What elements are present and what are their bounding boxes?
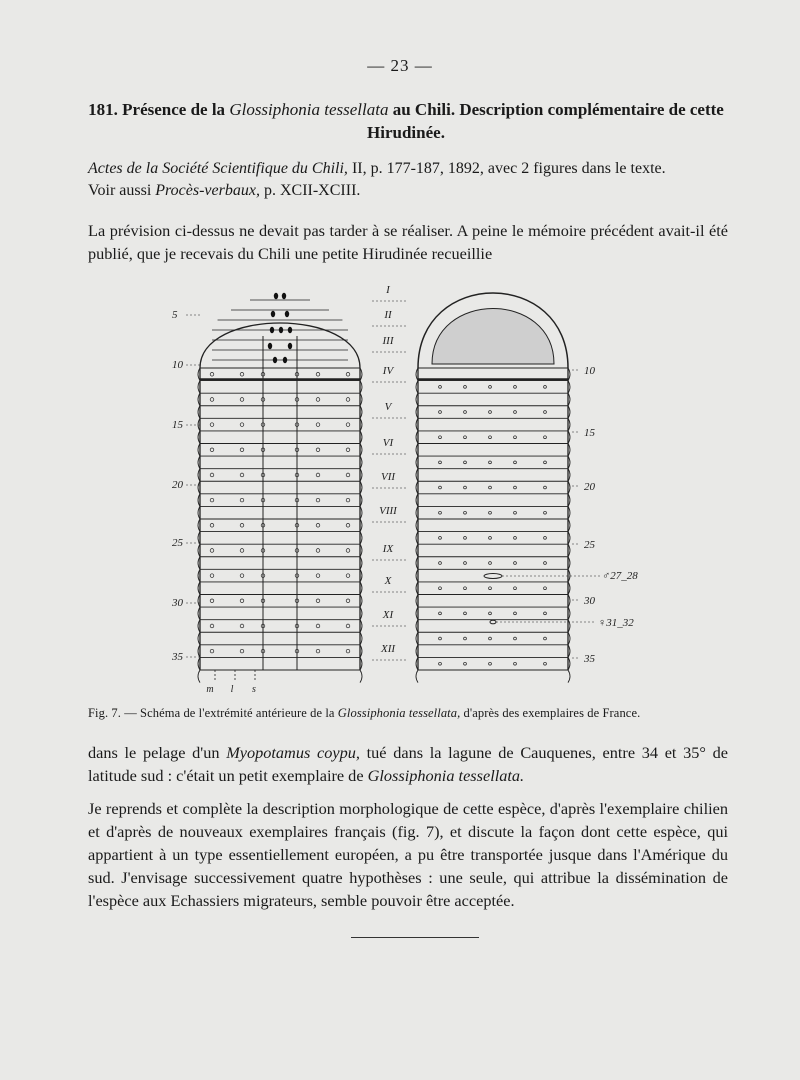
paragraph-intro: La prévision ci-dessus ne devait pas tarder à se réaliser. A peine le mémoire précédent avait-il été publié, que je recevais du Chili une petite Hirudinée recueillie — [88, 221, 728, 263]
ventral-dot — [514, 511, 517, 514]
somite-numeral: II — [384, 309, 392, 321]
sensillum-dot — [316, 423, 320, 427]
sensillum-dot — [210, 398, 214, 402]
ventral-dot — [439, 385, 442, 388]
sensillum-dot — [316, 448, 320, 452]
ventral-dot — [489, 637, 492, 640]
sensillum-dot — [316, 372, 320, 376]
ventral-dot — [514, 536, 517, 539]
sensillum-dot — [240, 523, 244, 527]
sensillum-dot — [240, 549, 244, 553]
eye-spot — [273, 357, 277, 363]
ventral-dot — [489, 536, 492, 539]
ventral-dot — [544, 612, 547, 615]
female-pore-label: ♀31_32 — [598, 617, 634, 629]
bottom-label: s — [252, 684, 256, 695]
ventral-dot — [489, 385, 492, 388]
somite-numeral: VI — [382, 437, 394, 449]
right-right-lobe — [568, 670, 570, 683]
p2-text1: dans le pelage d'un — [88, 743, 227, 762]
ventral-dot — [439, 436, 442, 439]
sensillum-dot — [346, 423, 350, 427]
ref-line2-italic: Procès-verbaux, — [155, 182, 260, 199]
eye-spot — [268, 343, 272, 349]
ventral-dot — [544, 662, 547, 665]
right-lobe — [360, 670, 362, 683]
ventral-dot — [544, 587, 547, 590]
paragraph-description: Je reprends et complète la description morphologique de cette espèce, d'après l'exemplaire chilien et d'après de nouveaux exemplaires français (fig. 7), et discute la façon dont cette espèce, qui appartient à un type essentiellement européen, a pu être transportée jusque dans l'Amérique du sud. J'envisage successivement quatre hypothèses : une seule, qui attribue la dissémination de l'espèce aux Echassiers migrateurs, semble pouvoir être acceptée. — [88, 799, 728, 910]
figure-caption — [88, 706, 738, 721]
right-annulus-number: 35 — [584, 653, 595, 665]
eye-spot — [288, 327, 292, 333]
sensillum-dot — [316, 473, 320, 477]
somite-numeral: IX — [382, 543, 394, 555]
sensillum-dot — [346, 498, 350, 502]
leech-schema-diagram — [160, 278, 660, 698]
caption-prefix: Fig. 7. — Schéma de l'extrémité antérieure de la — [88, 706, 338, 720]
sensillum-dot — [316, 549, 320, 553]
ventral-dot — [464, 385, 467, 388]
left-lobe — [198, 670, 200, 683]
ventral-dot — [544, 637, 547, 640]
p2-text2: tué dans la lagune de Cauquenes, entre 34 et 35° de latitude sud : c'était un petit exemplaire de — [88, 743, 728, 785]
sensillum-dot — [316, 624, 320, 628]
sensillum-dot — [240, 423, 244, 427]
ventral-dot — [464, 562, 467, 565]
eye-spot — [283, 357, 287, 363]
sensillum-dot — [316, 649, 320, 653]
ventral-dot — [439, 486, 442, 489]
sensillum-dot — [346, 549, 350, 553]
somite-numeral: V — [384, 401, 392, 413]
left-annulus-number: 15 — [172, 419, 183, 431]
eye-spot — [270, 327, 274, 333]
heading-species: Glossiphonia tessellata — [229, 100, 389, 119]
ventral-dot — [439, 662, 442, 665]
sensillum-dot — [210, 549, 214, 553]
ventral-dot — [464, 486, 467, 489]
sensillum-dot — [316, 498, 320, 502]
ventral-dot — [464, 587, 467, 590]
ventral-dot — [489, 461, 492, 464]
left-annulus-number: 10 — [172, 359, 183, 371]
ventral-dot — [464, 637, 467, 640]
ventral-dot — [464, 436, 467, 439]
left-annulus-number: 5 — [172, 309, 178, 321]
sensillum-dot — [210, 448, 214, 452]
right-annulus-number: 15 — [584, 427, 595, 439]
right-annulus-number: 30 — [584, 595, 595, 607]
sensillum-dot — [346, 448, 350, 452]
p2-species: Glossiphonia tessellata. — [367, 766, 525, 785]
sensillum-dot — [210, 574, 214, 578]
female-pore — [490, 620, 496, 624]
somite-numeral: VII — [380, 471, 396, 483]
ventral-dot — [489, 411, 492, 414]
ventral-dot — [489, 486, 492, 489]
sensillum-dot — [346, 574, 350, 578]
ventral-dot — [514, 461, 517, 464]
sensillum-dot — [240, 398, 244, 402]
heading-part1: 181. Présence de la — [88, 100, 230, 119]
eye-spot — [288, 343, 292, 349]
left-annulus-number: 25 — [172, 537, 183, 549]
ventral-dot — [514, 385, 517, 388]
right-annulus-number: 20 — [584, 481, 595, 493]
sensillum-dot — [346, 624, 350, 628]
ventral-dot — [439, 536, 442, 539]
somite-numeral: III — [382, 335, 394, 347]
sensillum-dot — [240, 448, 244, 452]
eye-spot — [282, 293, 286, 299]
ventral-dot — [464, 461, 467, 464]
ventral-dot — [464, 411, 467, 414]
sensillum-dot — [210, 649, 214, 653]
somite-numeral: IV — [382, 365, 394, 377]
ventral-dot — [439, 562, 442, 565]
eye-spot — [279, 327, 283, 333]
right-annulus-number: 25 — [584, 539, 595, 551]
ventral-dot — [489, 436, 492, 439]
sensillum-dot — [346, 372, 350, 376]
sensillum-dot — [316, 398, 320, 402]
ventral-dot — [544, 411, 547, 414]
left-annulus-number: 30 — [172, 597, 183, 609]
ventral-dot — [439, 612, 442, 615]
somite-numeral: XII — [380, 643, 396, 655]
caption-suffix: d'après des exemplaires de France. — [460, 706, 641, 720]
right-annulus-number: 10 — [584, 365, 595, 377]
ventral-dot — [464, 511, 467, 514]
heading-part2: au Chili. Description complémentaire de cette Hirudinée. — [367, 100, 724, 142]
sensillum-dot — [240, 649, 244, 653]
ventral-dot — [544, 511, 547, 514]
eye-spot — [285, 311, 289, 317]
ref-line2-prefix: Voir aussi — [88, 182, 156, 199]
caption-species: Glossiphonia tessellata, — [337, 706, 461, 720]
paragraph-specimen — [88, 741, 728, 787]
ventral-dot — [439, 411, 442, 414]
ventral-dot — [544, 385, 547, 388]
sensillum-dot — [316, 523, 320, 527]
ventral-dot — [514, 637, 517, 640]
somite-numeral: XI — [382, 609, 394, 621]
ventral-dot — [544, 486, 547, 489]
ventral-dot — [489, 662, 492, 665]
sensillum-dot — [210, 523, 214, 527]
sensillum-dot — [240, 599, 244, 603]
ventral-dot — [439, 461, 442, 464]
bottom-label: l — [230, 684, 234, 695]
ventral-dot — [544, 536, 547, 539]
male-pore — [484, 574, 502, 579]
bibliographic-reference — [88, 158, 728, 202]
eye-spot — [271, 311, 275, 317]
ventral-dot — [514, 562, 517, 565]
figure-7 — [160, 278, 660, 698]
ventral-dot — [489, 511, 492, 514]
sensillum-dot — [316, 574, 320, 578]
end-rule — [351, 937, 479, 938]
sensillum-dot — [210, 423, 214, 427]
sensillum-dot — [210, 372, 214, 376]
ventral-dot — [514, 612, 517, 615]
ventral-dot — [514, 486, 517, 489]
page-number: — 23 — — [367, 56, 433, 75]
male-pore-label: ♂27_28 — [602, 570, 638, 582]
bottom-label: m — [206, 684, 214, 695]
ref-details: II, p. 177-187, 1892, avec 2 figures dans le texte. — [347, 160, 666, 177]
sensillum-dot — [210, 473, 214, 477]
somite-numeral: I — [386, 284, 390, 296]
right-left-lobe — [416, 670, 418, 683]
ventral-dot — [439, 587, 442, 590]
ventral-dot — [439, 511, 442, 514]
sensillum-dot — [346, 523, 350, 527]
sensillum-dot — [240, 372, 244, 376]
sensillum-dot — [240, 473, 244, 477]
p2-host: Myopotamus coypu, — [226, 743, 360, 762]
ventral-dot — [464, 612, 467, 615]
ref-line2-suffix: p. XCII-XCIII. — [259, 182, 361, 199]
sensillum-dot — [346, 599, 350, 603]
ventral-dot — [439, 637, 442, 640]
somite-numeral: X — [384, 575, 392, 587]
sensillum-dot — [210, 624, 214, 628]
sensillum-dot — [240, 498, 244, 502]
ventral-dot — [514, 436, 517, 439]
eye-spot — [274, 293, 278, 299]
sensillum-dot — [240, 624, 244, 628]
ventral-dot — [489, 587, 492, 590]
sensillum-dot — [240, 574, 244, 578]
section-heading — [86, 98, 726, 144]
oral-sucker — [432, 309, 554, 365]
sensillum-dot — [316, 599, 320, 603]
ventral-dot — [544, 436, 547, 439]
somite-numeral: VIII — [379, 505, 397, 517]
sensillum-dot — [346, 398, 350, 402]
ventral-dot — [464, 536, 467, 539]
ventral-dot — [514, 662, 517, 665]
sensillum-dot — [346, 649, 350, 653]
ref-journal: Actes de la Société Scientifique du Chili, — [88, 160, 348, 177]
sensillum-dot — [210, 599, 214, 603]
ventral-dot — [544, 562, 547, 565]
ventral-dot — [464, 662, 467, 665]
left-annulus-number: 20 — [172, 479, 183, 491]
ventral-dot — [489, 562, 492, 565]
ventral-dot — [489, 612, 492, 615]
sensillum-dot — [346, 473, 350, 477]
left-annulus-number: 35 — [172, 651, 183, 663]
ventral-dot — [514, 587, 517, 590]
ventral-dot — [514, 411, 517, 414]
sensillum-dot — [210, 498, 214, 502]
ventral-dot — [544, 461, 547, 464]
